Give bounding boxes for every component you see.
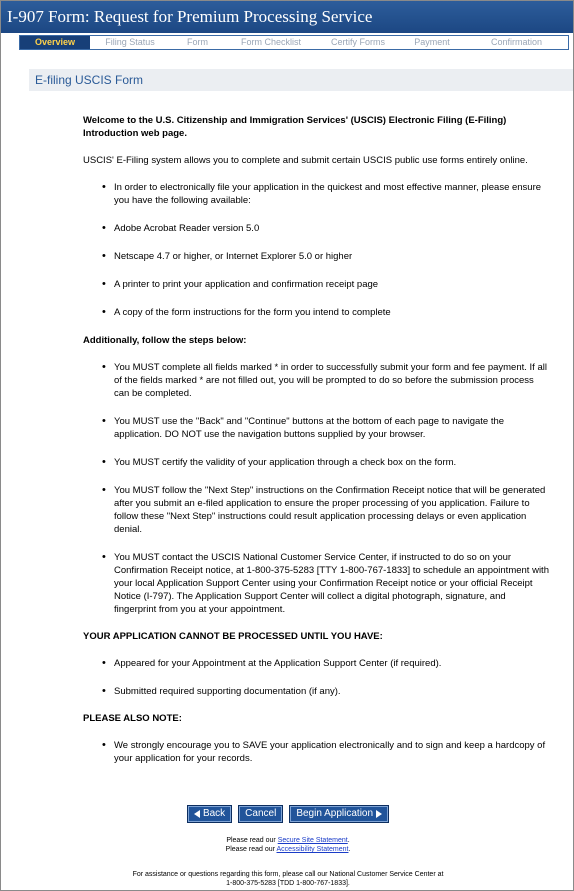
list-item: • You MUST follow the "Next Step" instructions on the Confirmation Receipt notice that will be generated after you submit an e-filed application to ensure the proper processing of you application. Failure to follow these "Next Step" instructions could result application processing delays or even application denial.: [83, 484, 549, 536]
list-item: • You MUST contact the USCIS National Customer Service Center, if instructed to do so on your Confirmation Receipt notice, at 1-800-375-5283 [TTY 1-800-767-1833] to schedule an appointment with your local Application Support Center using your Confirmation Receipt notice or your official Receipt Notice (I-797). The Application Support Center will collect a digital photograph, signature, and fingerprint from you at your appointment.: [83, 551, 549, 616]
secure-statement-line: [1, 836, 574, 845]
section-title: E-filing USCIS Form: [35, 73, 144, 87]
arrow-left-icon: [194, 810, 200, 818]
intro-description: USCIS' E-Filing system allows you to complete and submit certain USCIS public use forms entirely online.: [83, 155, 528, 166]
accessibility-statement-line: [1, 845, 574, 854]
cancel-button[interactable]: [238, 805, 283, 823]
list-item: • A printer to print your application and confirmation receipt page: [83, 278, 549, 291]
cannot-process-heading: YOUR APPLICATION CANNOT BE PROCESSED UNTIL YOU HAVE:: [83, 631, 383, 642]
progress-tabs: [19, 35, 569, 50]
tab-payment[interactable]: Payment: [414, 37, 450, 47]
requirements-list: [83, 181, 549, 319]
footer-text: Please read our: [225, 846, 277, 853]
steps-list: [83, 361, 549, 616]
arrow-right-icon: [376, 810, 382, 818]
back-button[interactable]: [187, 805, 232, 823]
begin-application-button[interactable]: [289, 805, 389, 823]
footer-assistance: [1, 870, 574, 888]
page-header: [1, 1, 573, 33]
list-item: • In order to electronically file your application in the quickest and most effective manner, please ensure you have the following available:: [83, 181, 549, 207]
steps-heading: Additionally, follow the steps below:: [83, 335, 247, 346]
secure-site-statement-link[interactable]: Secure Site Statement: [277, 837, 348, 844]
list-item: • You MUST complete all fields marked * in order to successfully submit your form and fee payment. If all of the fields marked * are not filled out, you will be prompted to do so before the submission process can be completed.: [83, 361, 549, 400]
tab-filing-status[interactable]: Filing Status: [105, 37, 155, 47]
note-list: [83, 739, 549, 765]
cancel-button-label: Cancel: [245, 808, 277, 819]
note-heading: PLEASE ALSO NOTE:: [83, 713, 182, 724]
list-item: • Appeared for your Appointment at the Application Support Center (if required).: [83, 657, 549, 670]
section-header: [29, 69, 573, 91]
back-button-label: Back: [202, 808, 226, 819]
page-title: I-907 Form: Request for Premium Processing Service: [7, 7, 373, 26]
tab-confirmation[interactable]: Confirmation: [490, 37, 543, 47]
list-item: • We strongly encourage you to SAVE your application electronically and to sign and keep a hardcopy of your application for your records.: [83, 739, 549, 765]
list-item: • You MUST certify the validity of your application through a check box on the form.: [83, 456, 549, 469]
begin-application-label: Begin Application: [296, 808, 374, 819]
cannot-process-list: [83, 657, 549, 698]
accessibility-statement-link[interactable]: Accessibility Statement: [276, 846, 349, 853]
welcome-text: Welcome to the U.S. Citizenship and Immigration Services' (USCIS) Electronic Filing (E-Filing) Introduction web page.: [83, 115, 507, 139]
list-item: • A copy of the form instructions for the form you intend to complete: [83, 306, 549, 319]
tab-form-checklist[interactable]: Form Checklist: [240, 37, 301, 47]
main-content: [83, 114, 549, 765]
list-item: • You MUST use the "Back" and "Continue" buttons at the bottom of each page to navigate the application. DO NOT use the navigation buttons supplied by your browser.: [83, 415, 549, 441]
tab-certify-forms[interactable]: Certify Forms: [331, 37, 385, 47]
footer-text: Please read our: [226, 837, 278, 844]
list-item: • Netscape 4.7 or higher, or Internet Explorer 5.0 or higher: [83, 250, 549, 263]
footer-links: [1, 836, 574, 854]
footer-text: .: [348, 846, 351, 853]
list-item: • Adobe Acrobat Reader version 5.0: [83, 222, 549, 235]
tab-form[interactable]: Form: [187, 37, 208, 47]
assistance-phone: 1-800-375-5283 [TDD 1-800-767-1833].: [226, 880, 350, 887]
button-bar: [1, 805, 574, 823]
assistance-text: For assistance or questions regarding this form, please call our National Customer Service Center at: [132, 871, 444, 878]
footer-text: .: [347, 837, 350, 844]
tab-overview[interactable]: Overview: [20, 36, 90, 49]
list-item: • Submitted required supporting documentation (if any).: [83, 685, 549, 698]
